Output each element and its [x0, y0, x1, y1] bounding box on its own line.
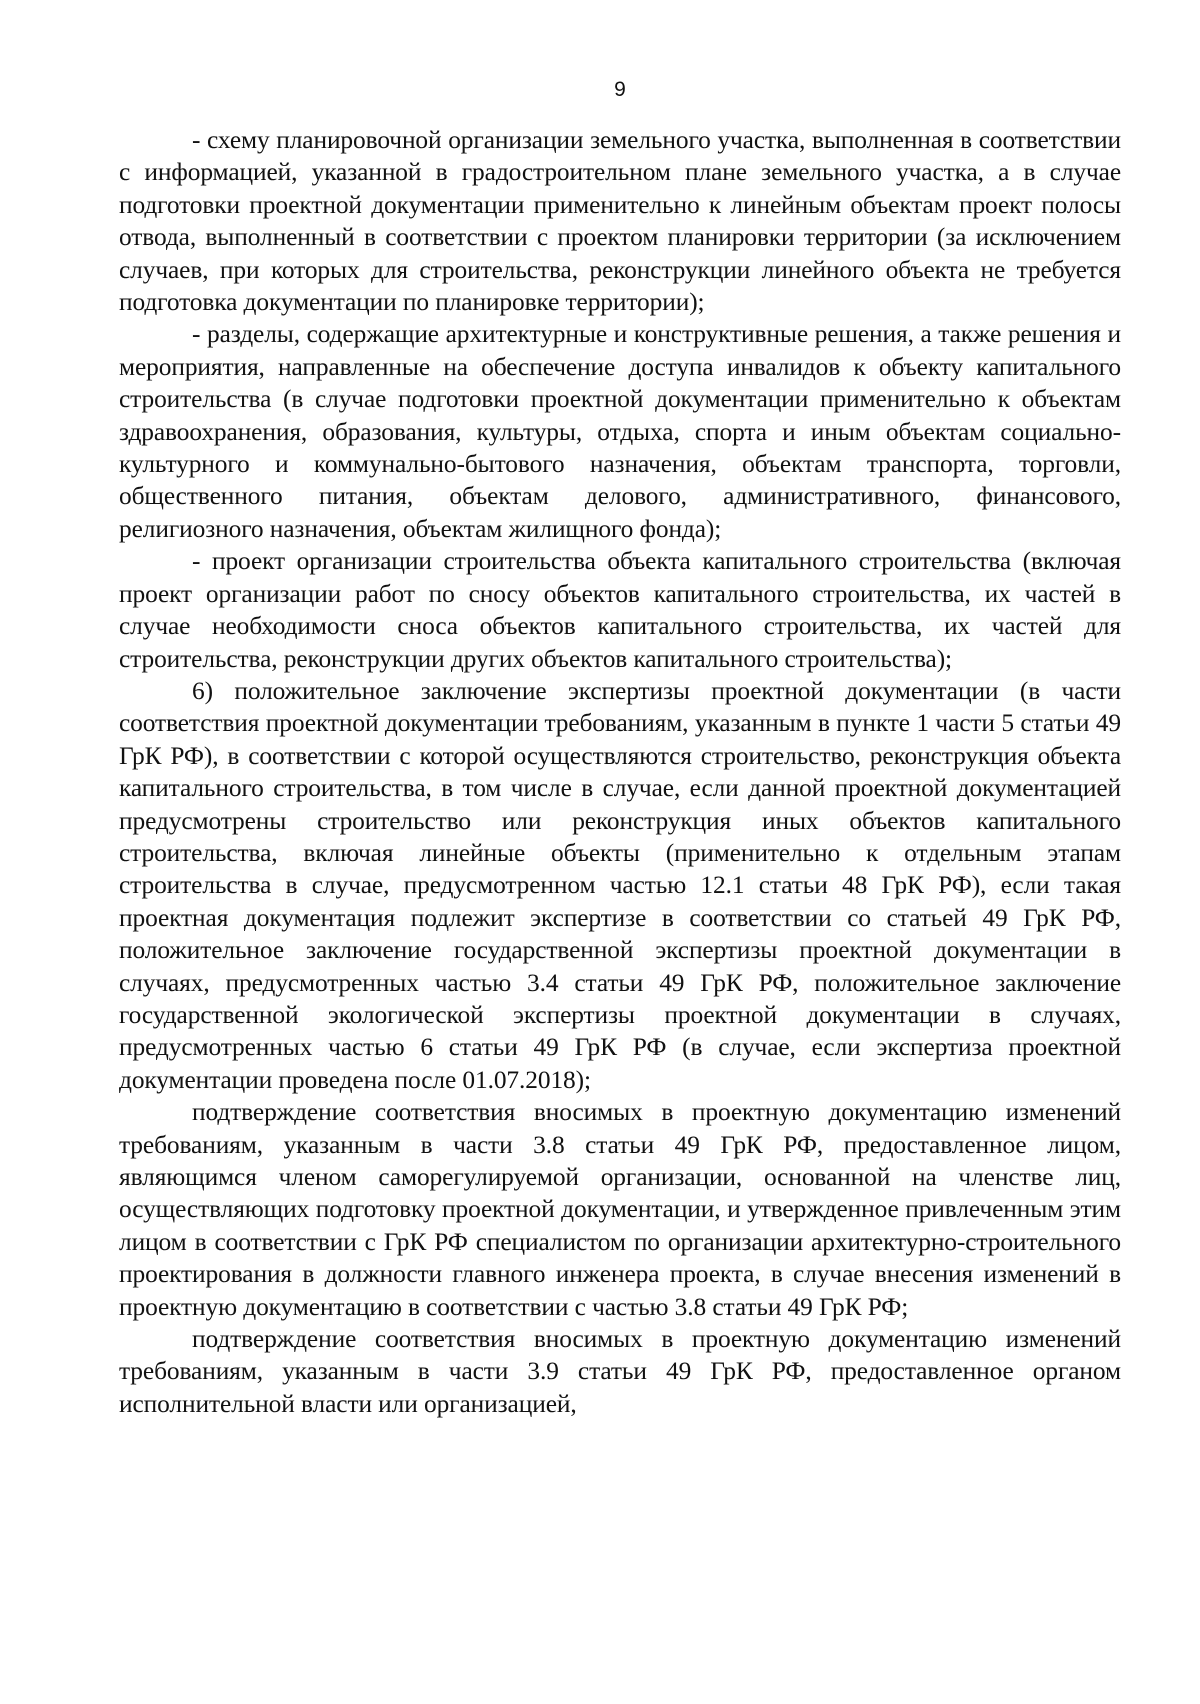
- paragraph-land-plot-scheme: - схему планировочной организации земельного участка, выполненная в соответствии с информацией, указанной в градостроительном плане земельного участка, а в случае подготовки проектной документации применительно к линейным объектам проект полосы отвода, выполненный в соответствии с проектом планировки территории (за исключением случаев, при которых для строительства, реконструкции линейного объекта не требуется подготовка документации по планировке территории);: [119, 126, 1121, 317]
- paragraph-confirmation-3-9: подтверждение соответствия вносимых в проектную документацию изменений требованиям, указанным в части 3.9 статьи 49 ГрК РФ, предоставленное органом исполнительной власти или организацией,: [119, 1325, 1121, 1418]
- paragraph-architectural-sections: - разделы, содержащие архитектурные и конструктивные решения, а также решения и мероприятия, направленные на обеспечение доступа инвалидов к объекту капитального строительства (в случае подготовки проектной документации применительно к объектам здравоохранения, образования, культуры, отдыха, спорта и иным объектам социально-культурного и коммунально-бытового назначения, объектам транспорта, торговли, общественного питания, объектам делового, административного, финансового, религиозного назначения, объектам жилищного фонда);: [119, 320, 1121, 543]
- page-number: 9: [614, 78, 626, 101]
- paragraph-confirmation-3-8: подтверждение соответствия вносимых в проектную документацию изменений требованиям, указанным в части 3.8 статьи 49 ГрК РФ, предоставленное лицом, являющимся членом саморегулируемой организации, основанной на членстве лиц, осуществляющих подготовку проектной документации, и утвержденное привлеченным этим лицом в соответствии с ГрК РФ специалистом по организации архитектурно-строительного проектирования в должности главного инженера проекта, в случае внесения изменений в проектную документацию в соответствии с частью 3.8 статьи 49 ГрК РФ;: [119, 1098, 1121, 1321]
- paragraph-construction-organization: - проект организации строительства объекта капитального строительства (включая проект организации работ по сносу объектов капитального строительства, их частей в случае необходимости сноса объектов капитального строительства, их частей для строительства, реконструкции других объектов капитального строительства);: [119, 547, 1121, 673]
- document-body: [119, 124, 1121, 1420]
- paragraph-expertise-conclusion: 6) положительное заключение экспертизы проектной документации (в части соответствия проектной документации требованиям, указанным в пункте 1 части 5 статьи 49 ГрК РФ), в соответствии с которой осуществляются строительство, реконструкция объекта капитального строительства, в том числе в случае, если данной проектной документацией предусмотрены строительство или реконструкция иных объектов капитального строительства, включая линейные объекты (применительно к отдельным этапам строительства в случае, предусмотренном частью 12.1 статьи 48 ГрК РФ), если такая проектная документация подлежит экспертизе в соответствии со статьей 49 ГрК РФ, положительное заключение государственной экспертизы проектной документации в случаях, предусмотренных частью 3.4 статьи 49 ГрК РФ, положительное заключение государственной экологической экспертизы проектной документации в случаях, предусмотренных частью 6 статьи 49 ГрК РФ (в случае, если экспертиза проектной документации проведена после 01.07.2018);: [119, 676, 1121, 1094]
